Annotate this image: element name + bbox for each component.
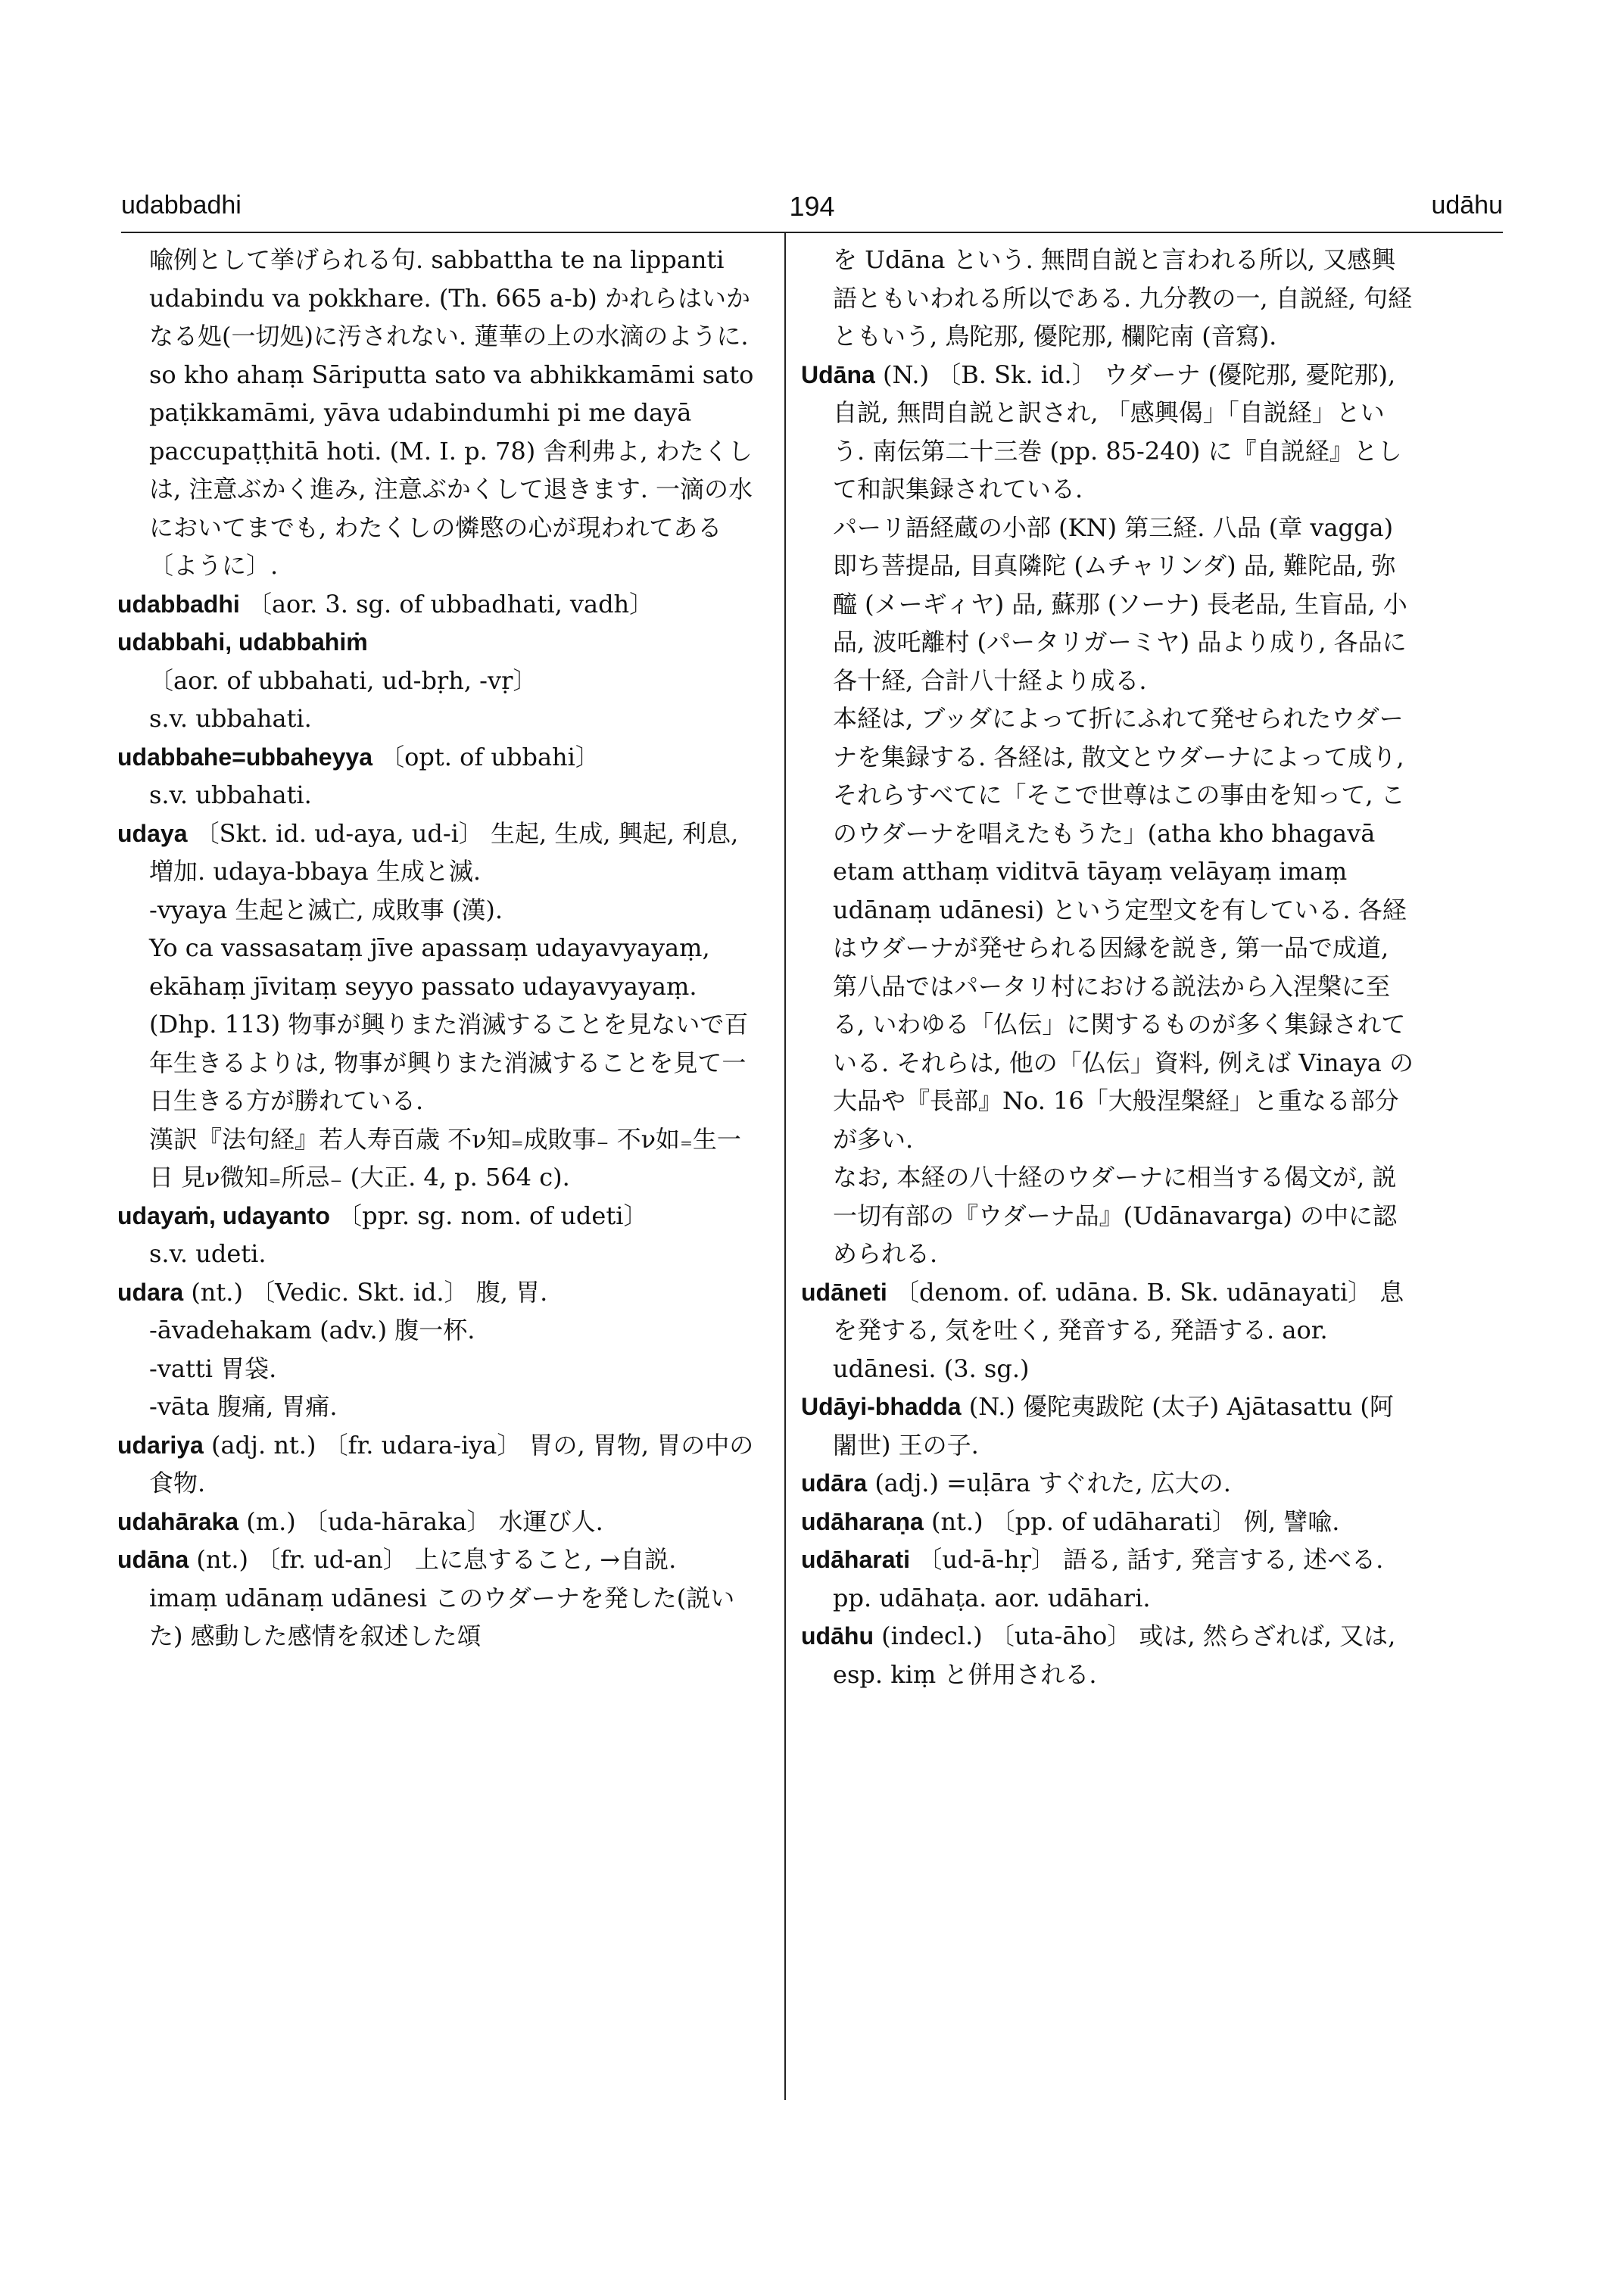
definition: (nt.) 〔Vedic. Skt. id.〕 腹, 胃. bbox=[183, 1277, 548, 1307]
quotation: 漢訳『法句経』若人寿百歳 不ν知₌成敗事₋ 不ν如₌生一日 見ν微知₌所忌₋ (大正. 4, p. 564 c). bbox=[149, 1124, 741, 1192]
dictionary-entry bbox=[801, 1541, 1414, 1617]
definition: (adj.) =uḷāra すぐれた, 広大の. bbox=[867, 1469, 1231, 1497]
dictionary-entry bbox=[801, 1464, 1414, 1503]
headword: udāra bbox=[801, 1469, 868, 1497]
dictionary-entry bbox=[117, 623, 761, 699]
text-block: 喩例として挙げられる句. sabbattha te na lippanti udabindu va pokkhare. (Th. 665 a-b) かれらはいかなる処(一切処)に汚されない. 蓮華の上の水滴のように. bbox=[149, 245, 750, 350]
headword: udara bbox=[117, 1278, 184, 1306]
running-head-left: udabbadhi bbox=[121, 191, 242, 220]
headword: udayaṁ, udayanto bbox=[117, 1201, 330, 1229]
dictionary-entry bbox=[117, 1503, 761, 1541]
column-divider bbox=[784, 232, 786, 2100]
definition: (nt.) 〔pp. of udāharati〕 例, 譬喩. bbox=[923, 1506, 1340, 1536]
dictionary-entry bbox=[801, 356, 1414, 509]
sub-entry: -āvadehakam (adv.) 腹一杯. bbox=[149, 1316, 475, 1344]
definition: 〔ppr. sg. nom. of udeti〕 bbox=[329, 1201, 648, 1230]
page-header bbox=[121, 191, 1503, 233]
dictionary-entry bbox=[117, 1273, 761, 1312]
headword: udāna bbox=[117, 1546, 189, 1573]
definition: 〔opt. of ubbahi〕 bbox=[372, 742, 600, 771]
text-block: を Udāna という. 無問自説と言われる所以, 又感興語ともいわれる所以である. 九分教の一, 自説経, 句経ともいう, 鳥陀那, 優陀那, 欄陀南 (音寫). bbox=[833, 245, 1413, 350]
headword: udabbahi, udabbahiṁ bbox=[117, 628, 368, 656]
headword: Udāna bbox=[801, 360, 875, 388]
dictionary-entry bbox=[801, 1273, 1414, 1388]
cross-reference: s.v. udeti. bbox=[149, 1239, 267, 1268]
sub-entry: -vāta 腹痛, 胃痛. bbox=[149, 1392, 338, 1421]
dictionary-entry bbox=[801, 1503, 1414, 1541]
dictionary-entry bbox=[801, 1388, 1414, 1464]
headword: Udāyi-bhadda bbox=[801, 1393, 962, 1420]
sub-entry: -vatti 胃袋. bbox=[149, 1354, 277, 1383]
headword: udaya bbox=[117, 819, 188, 847]
text-block: パーリ語経蔵の小部 (KN) 第三経. 八品 (章 vagga) 即ち菩提品, 目真隣陀 (ムチャリンダ) 品, 難陀品, 弥醯 (メーギィヤ) 品, 蘇那 (ソーナ) 長老品, 生盲品, 小品, 波吒離村 (パータリガーミヤ) 品より成り, 各品に各十経, 合計八十経より成る. bbox=[833, 512, 1407, 695]
definition: (adj. nt.) 〔fr. udara-iya〕 胃の, 胃物, 胃の中の食物. bbox=[149, 1430, 754, 1497]
cross-reference: s.v. ubbahati. bbox=[149, 704, 312, 733]
dictionary-entry bbox=[117, 738, 761, 777]
quotation: imaṃ udānaṃ udānesi このウダーナを発した(説いた) 感動した感情を叙述した頌 bbox=[149, 1583, 735, 1650]
headword: udāneti bbox=[801, 1278, 887, 1306]
dictionary-entry bbox=[801, 1617, 1414, 1693]
cross-reference: s.v. ubbahati. bbox=[149, 780, 312, 809]
text-block: 本経は, ブッダによって折にふれて発せられたウダーナを集録する. 各経は, 散文とウダーナによって成り, それらすべてに「そこで世尊はこの事由を知って, このウダーナを唱えたもうた」(atha kho bhagavā etam atthaṃ viditvā tāyaṃ velāyaṃ imaṃ udānaṃ udānesi) という定型文を有している. 各経はウダーナが発せられる因縁を説き, 第一品で成道, 第八品ではパータリ村における説法から入涅槃に至る, いわゆる「仏伝」に関するものが多く集録されている. それらは, 他の「仏伝」資料, 例えば Vinaya の大品や『長部』No. 16「大般涅槃経」と重なる部分が多い. bbox=[833, 704, 1414, 1154]
definition: (indecl.) 〔uta-āho〕 或は, 然らざれば, 又は, esp. kiṃ と併用される. bbox=[833, 1622, 1396, 1689]
definition: 〔ud-ā-hṛ〕 語る, 話す, 発言する, 述べる. pp. udāhaṭa. aor. udāhari. bbox=[833, 1545, 1384, 1612]
definition: (nt.) 〔fr. ud-an〕 上に息すること, →自説. bbox=[189, 1545, 677, 1574]
dictionary-entry bbox=[117, 815, 761, 891]
running-head-right: udāhu bbox=[1431, 191, 1503, 220]
headword: udāharaṇa bbox=[801, 1507, 924, 1535]
definition: 〔denom. of. udāna. B. Sk. udānayati〕 息を発する, 気を吐く, 発音する, 発語する. aor. udānesi. (3. sg.) bbox=[833, 1277, 1404, 1383]
text-block: so kho ahaṃ Sāriputta sato va abhikkamāmi sato paṭikkamāmi, yāva udabindumhi pi me dayā paccupaṭṭhitā hoti. (M. I. p. 78) 舎利弗よ, わたくしは, 注意ぶかく進み, 注意ぶかくして退きます. 一滴の水においてまでも, わたくしの憐愍の心が現われてある〔ように〕. bbox=[149, 360, 754, 580]
definition: (N.) 〔B. Sk. id.〕 ウダーナ (優陀那, 憂陀那), 自説, 無問自説と訳され, 「感興偈」「自説経」という. 南伝第二十三巻 (pp. 85-240) に『自説経』として和訳集録されている. bbox=[833, 360, 1402, 503]
dictionary-entry bbox=[117, 1426, 761, 1503]
definition: (m.) 〔uda-hāraka〕 水運び人. bbox=[238, 1506, 603, 1536]
definition: (N.) 優陀夷跋陀 (太子) Ajātasattu (阿闍世) 王の子. bbox=[833, 1392, 1394, 1460]
headword: udāharati bbox=[801, 1546, 911, 1573]
left-column bbox=[117, 241, 761, 1656]
headword: udāhu bbox=[801, 1622, 874, 1650]
page-number: 194 bbox=[789, 191, 835, 222]
dictionary-entry bbox=[117, 1541, 761, 1579]
definition: 〔aor. of ubbahati, ud-bṛh, -vṛ〕 bbox=[149, 665, 538, 695]
header-rule bbox=[121, 232, 1503, 233]
text-block: なお, 本経の八十経のウダーナに相当する偈文が, 説一切有部の『ウダーナ品』(Udānavarga) の中に認められる. bbox=[833, 1163, 1398, 1268]
right-column bbox=[801, 241, 1414, 1693]
headword: udabbadhi bbox=[117, 590, 240, 618]
headword: udariya bbox=[117, 1431, 204, 1459]
quotation: Yo ca vassasataṃ jīve apassaṃ udayavyayaṃ, ekāhaṃ jīvitaṃ seyyo passato udayavyayaṃ. (Dhp. 113) 物事が興りまた消滅することを見ないで百年生きるよりは, 物事が興りまた消滅することを見て一日生きる方が勝れている. bbox=[149, 933, 749, 1115]
definition: 〔Skt. id. ud-aya, ud-i〕 生起, 生成, 興起, 利息, 増加. udaya-bbaya 生成と滅. bbox=[149, 818, 739, 886]
sub-entry: -vyaya 生起と滅亡, 成敗事 (漢). bbox=[149, 895, 503, 924]
dictionary-entry bbox=[117, 585, 761, 624]
dictionary-entry bbox=[117, 1197, 761, 1235]
definition: 〔aor. 3. sg. of ubbadhati, vadh〕 bbox=[239, 589, 654, 618]
headword: udabbahe=ubbaheyya bbox=[117, 743, 372, 771]
headword: udahāraka bbox=[117, 1507, 239, 1535]
